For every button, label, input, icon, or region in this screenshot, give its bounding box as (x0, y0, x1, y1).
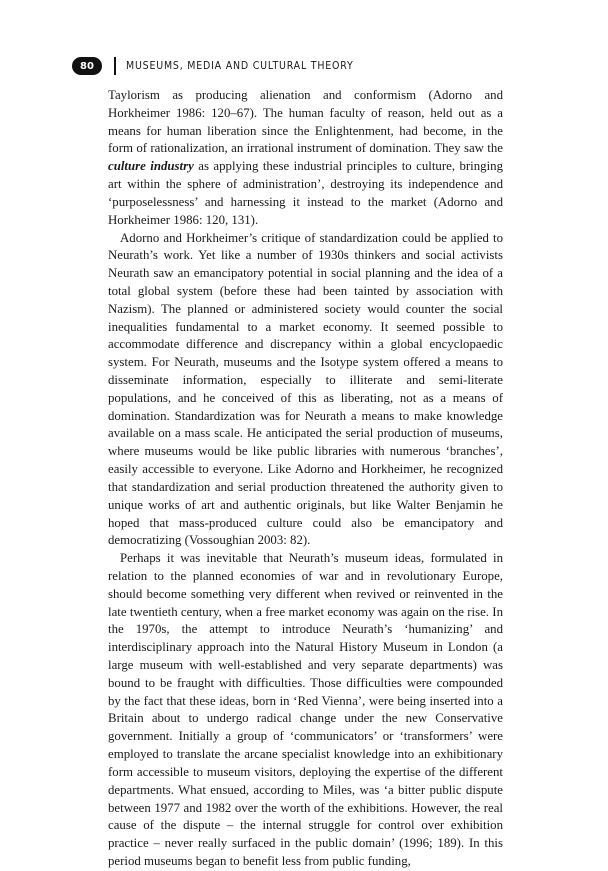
paragraph-1-text-end: as applying these industrial principles to culture, bringing art within the sphere of administration’, destroying its independence and ‘purposelessness’ and harnessing it instead to the market (Adorno and Horkheimer 1986: 120, 131). (108, 159, 504, 227)
header-divider (114, 57, 116, 75)
paragraph-1 (108, 87, 503, 230)
culture-industry-term: culture industry (108, 159, 194, 174)
page-number-badge: 80 (72, 57, 102, 75)
body-text (108, 87, 503, 871)
running-head-title: MUSEUMS, MEDIA AND CULTURAL THEORY (126, 60, 354, 72)
running-header (72, 56, 354, 76)
paragraph-3: Perhaps it was inevitable that Neurath’s museum ideas, formulated in relation to the planned economies of war and in revolutionary Europe, should become something very different when revived or reinvented in the late twentieth century, when a free market economy was again on the rise. In the 1970s, the attempt to introduce Neurath’s ‘humanizing’ and interdisciplinary approach into the Natural History Museum in London (a large museum with well-established and very separate departments) was bound to be fraught with difficulties. Those difficulties were compounded by the fact that these ideas, born in ‘Red Vienna’, were being inserted into a Britain about to undergo radical change under the new Conservative government. Initially a group of ‘communicators’ or ‘transformers’ were employed to translate the arcane specialist knowledge into an exhibitionary form accessible to museum visitors, deploying the expertise of the different departments. What ensued, according to Miles, was ‘a bitter public dispute between 1977 and 1982 over the worth of the exhibitions. However, the real cause of the dispute – the internal struggle for control over exhibition practice – never really surfaced in the public domain’ (1996; 189). In this period museums began to benefit less from public funding, (108, 551, 503, 868)
paragraph-1-text-start: Taylorism as producing alienation and conformism (Adorno and Horkheimer 1986: 120–67). The human faculty of reason, held out as a means for human liberation since the Enlightenment, had become, in the form of rationalization, an irrational instrument of domination. They saw the (108, 88, 503, 156)
paragraph-2: Adorno and Horkheimer’s critique of standardization could be applied to Neurath’s work. Yet like a number of 1930s thinkers and social activists Neurath saw an emancipatory potential in social planning and the idea of a total global system (before these had been tainted by association with Nazism). The planned or administered society would counter the social inequalities fundamental to a market economy. It seemed possible to accommodate difference and discrepancy within a global encyclopaedic system. For Neurath, museums and the Isotype system offered a means to disseminate information, especially to illiterate and semi-literate populations, and he conceived of this as liberating, not as a means of domination. Standardization was for Neurath a means to make knowledge available on a mass scale. He anticipated the serial production of museums, where museums would be like public libraries with numerous ‘branches’, easily accessible to everyone. Like Adorno and Horkheimer, he recognized that standardization and serial production threatened the authority given to unique works of art and authentic originals, but like Walter Benjamin he hoped that mass-produced culture could also be emancipatory and democratizing (Vossoughian 2003: 82). (108, 230, 503, 548)
